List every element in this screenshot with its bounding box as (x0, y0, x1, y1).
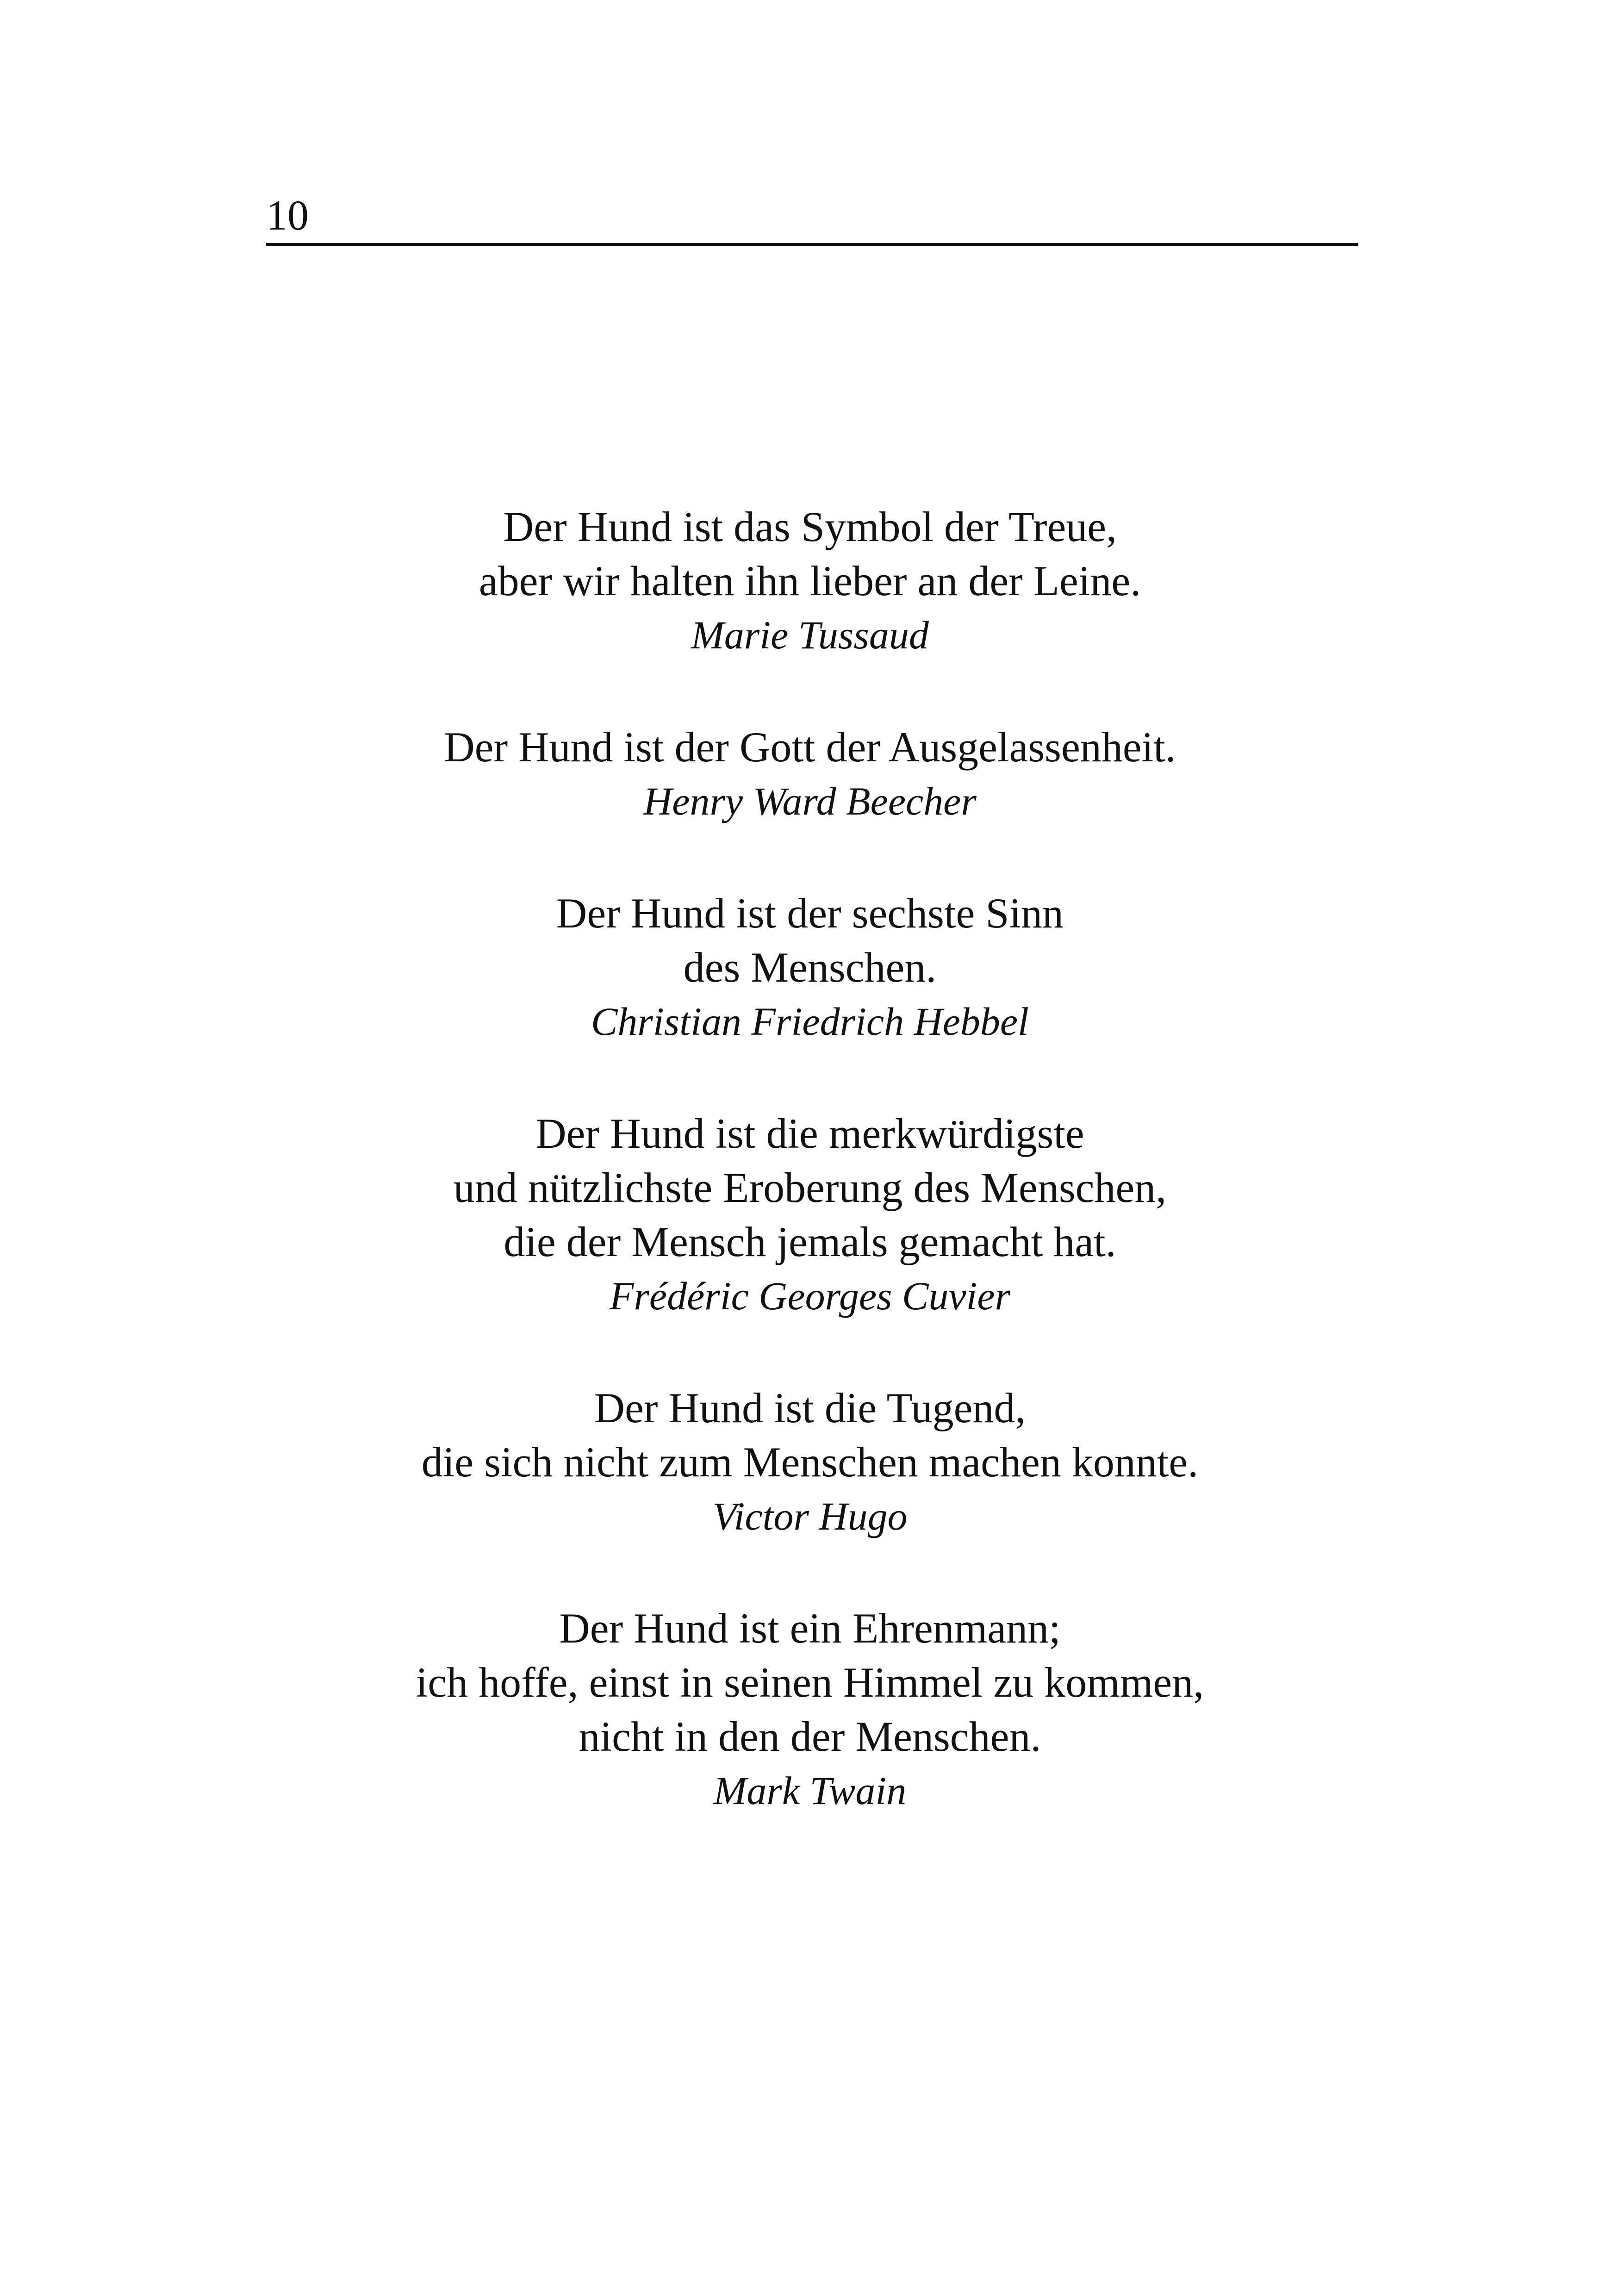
quote-line: Der Hund ist die Tugend, (594, 1384, 1026, 1431)
quote-line: Der Hund ist die merkwürdigste (535, 1110, 1084, 1157)
quote-line: die sich nicht zum Menschen machen konnte. (421, 1438, 1199, 1486)
quote-line: Der Hund ist ein Ehrenmann; (559, 1605, 1061, 1652)
quote-author: Frédéric Georges Cuvier (609, 1274, 1011, 1318)
quote-line: nicht in den der Menschen. (579, 1713, 1041, 1760)
quote-author: Marie Tussaud (691, 613, 929, 657)
quote-line: die der Mensch jemals gemacht hat. (504, 1218, 1116, 1265)
quote-tussaud (278, 500, 1342, 662)
quote-line: Der Hund ist der sechste Sinn (556, 890, 1064, 937)
quote-line: und nützlichste Eroberung des Menschen, (453, 1164, 1167, 1211)
quote-line: ich hoffe, einst in seinen Himmel zu kommen, (416, 1659, 1204, 1706)
quote-line: Der Hund ist das Symbol der Treue, (503, 503, 1117, 550)
quote-line: aber wir halten ihn lieber an der Leine. (479, 557, 1141, 604)
page-header (266, 183, 1358, 246)
quote-line: des Menschen. (683, 944, 937, 991)
quote-twain (278, 1601, 1342, 1818)
quote-beecher (278, 720, 1342, 828)
page-number: 10 (266, 192, 309, 239)
quote-author: Mark Twain (713, 1768, 907, 1813)
quote-hebbel (278, 886, 1342, 1049)
quote-author: Christian Friedrich Hebbel (591, 999, 1029, 1044)
quote-author: Victor Hugo (712, 1494, 908, 1538)
quote-hugo (278, 1381, 1342, 1543)
quote-author: Henry Ward Beecher (643, 779, 977, 823)
quote-list (278, 500, 1342, 1876)
quote-line: Der Hund ist der Gott der Ausgelassenheit. (444, 723, 1176, 771)
quote-cuvier (278, 1107, 1342, 1323)
